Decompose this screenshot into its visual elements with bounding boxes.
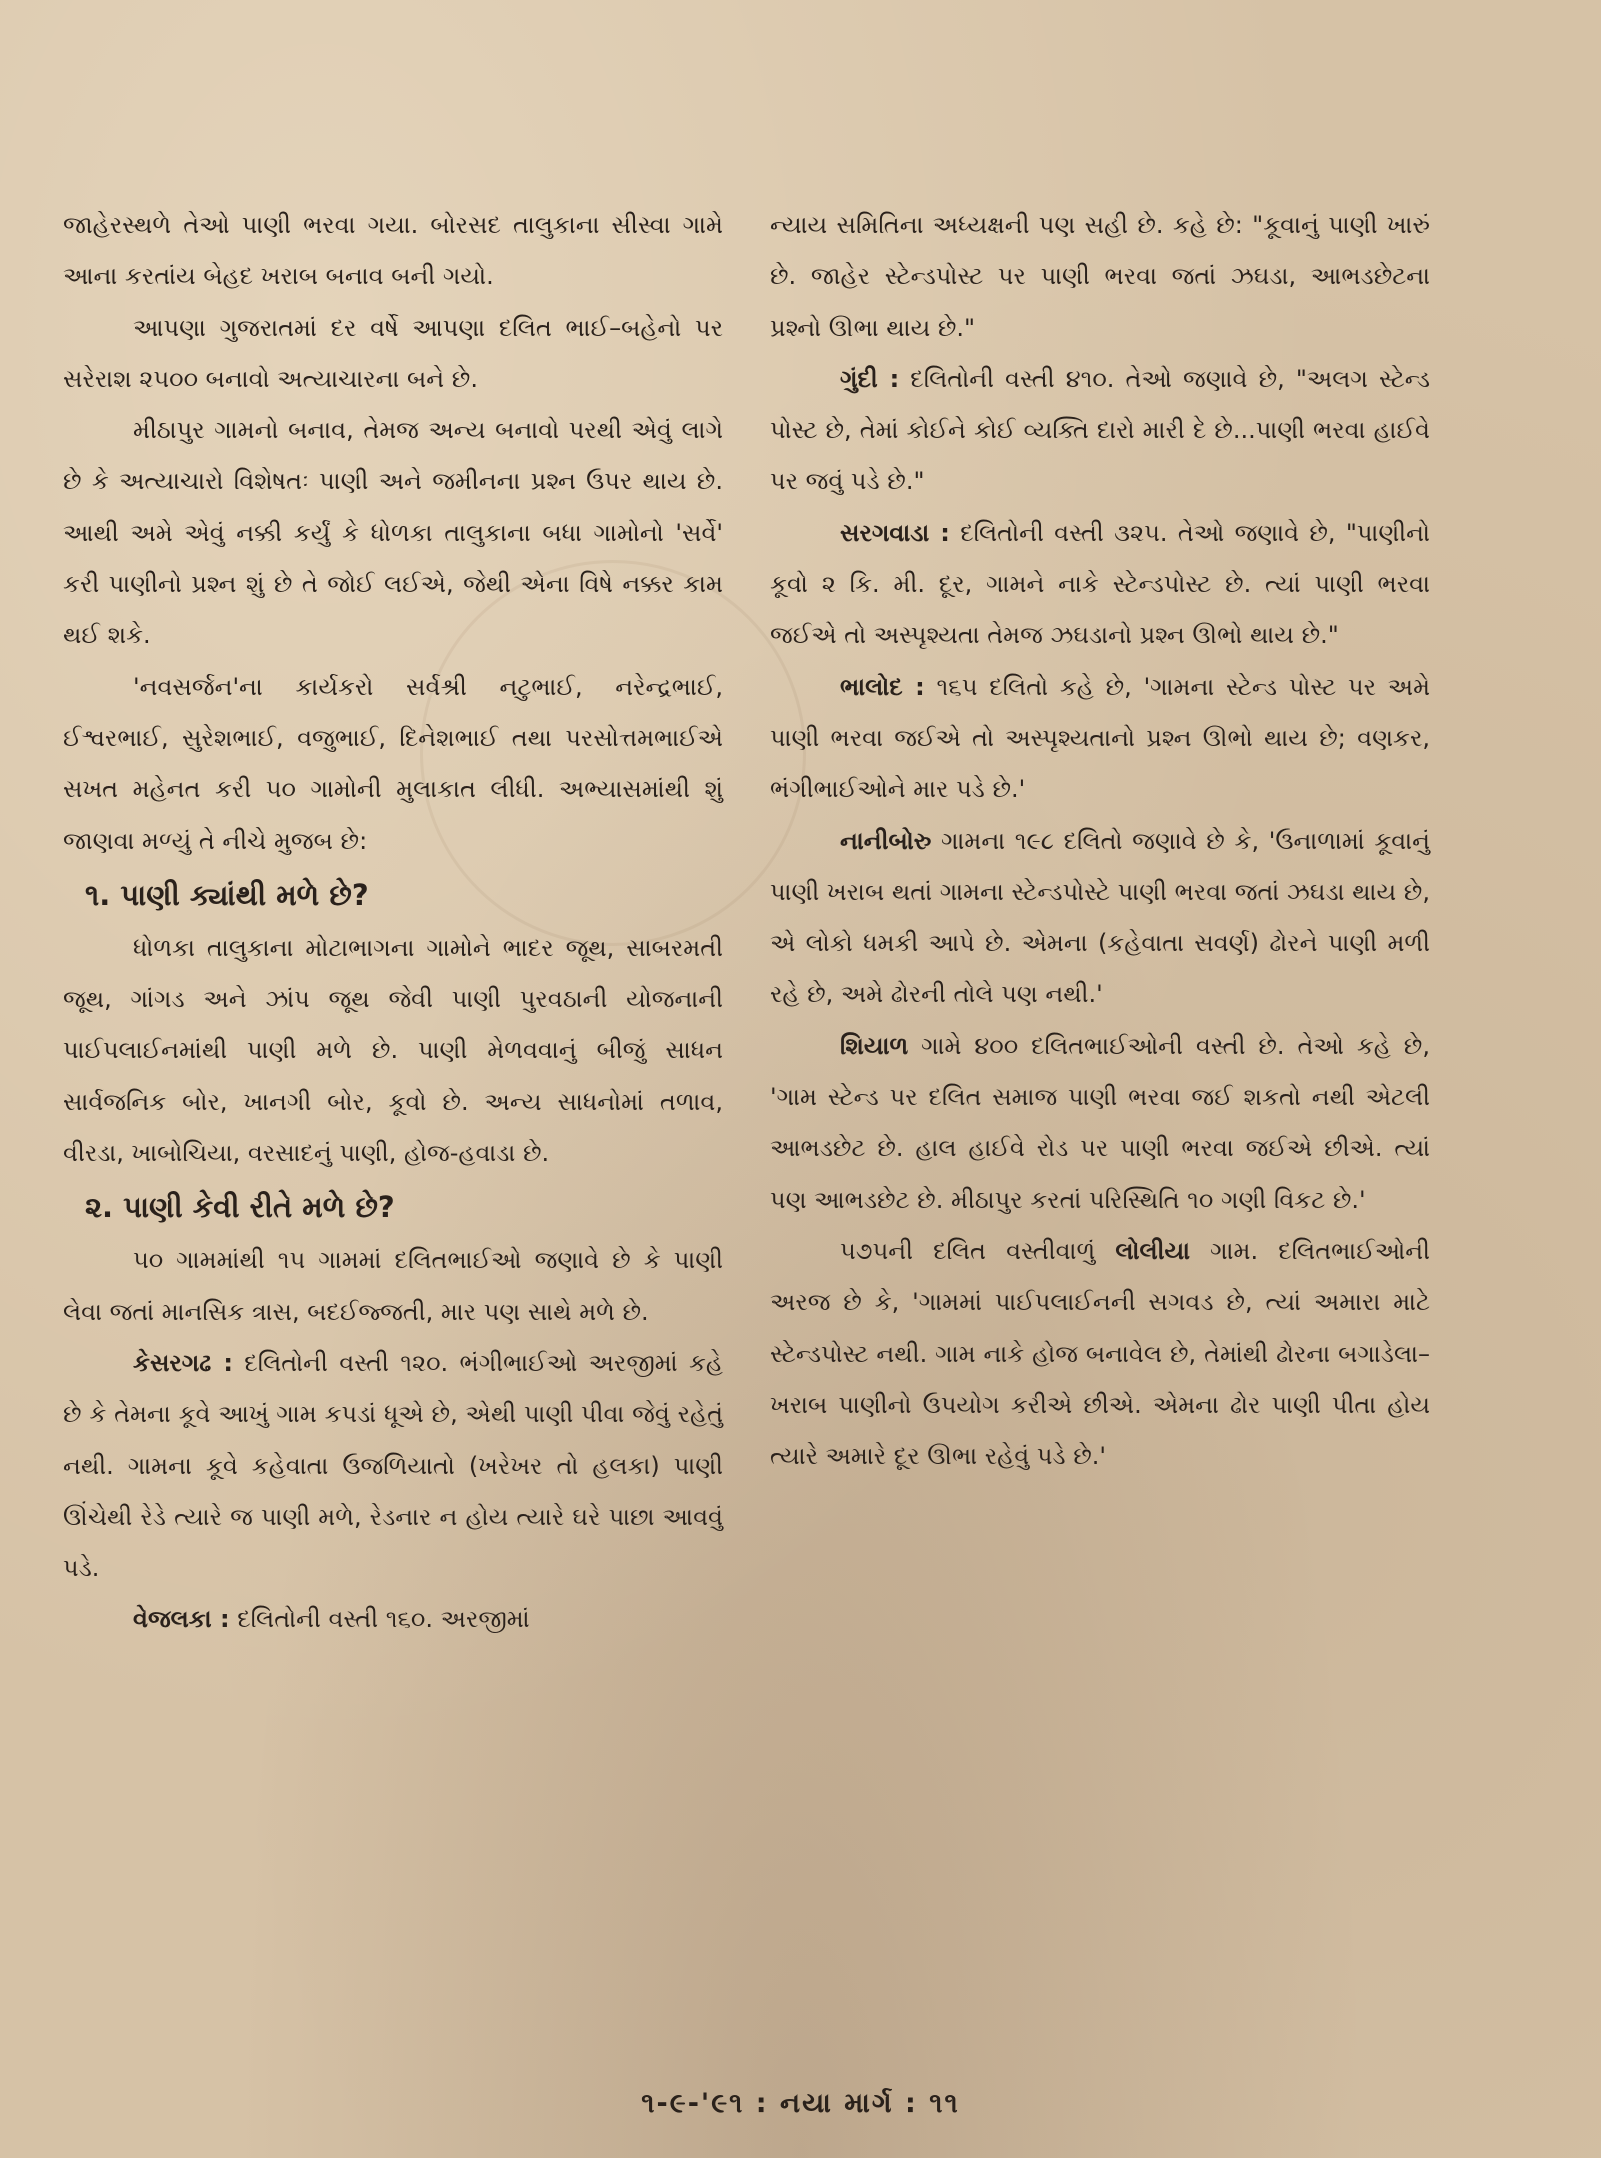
section-heading: ૧. પાણી ક્યાંથી મળે છે? <box>85 877 369 912</box>
paragraph-text: ગામ. દલિતભાઈઓની અરજ છે કે, 'ગામમાં પાઈપલાઈનની સગવડ છે, ત્યાં અમારા માટે સ્ટેન્ડપોસ્ટ નથી. ગામ નાકે હોજ બનાવેલ છે, તેમાંથી ઢોરના બગાડેલા–ખરાબ પાણીનો ઉપયોગ કરીએ છીએ. એમના ઢોર પાણી પીતા હોય ત્યારે અમારે દૂર ઊભા રહેવું પડે છે.' <box>770 1236 1430 1471</box>
village-name: ગુંદી : <box>840 364 900 393</box>
village-name: કેસરગઢ : <box>133 1348 233 1377</box>
paragraph-text: ગામના ૧૯૮ દલિતો જણાવે છે કે, 'ઉનાળામાં કૂવાનું પાણી ખરાબ થતાં ગામના સ્ટેન્ડપોસ્ટે પાણી ભરવા જતાં ઝઘડા થાય છે, એ લોકો ધમકી આપે છે. એમના (કહેવાતા સવર્ણ) ઢોરને પાણી મળી રહે છે, અમે ઢોરની તોલે પણ નથી.' <box>770 826 1430 1009</box>
paragraph-text: દલિતોની વસ્તી ૧૨૦. ભંગીભાઈઓ અરજીમાં કહે છે કે તેમના કૂવે આખું ગામ કપડાં ધૂએ છે, એથી પાણી પીવા જેવું રહેતું નથી. ગામના કૂવે કહેવાતા ઉજળિયાતો (ખરેખર તો હલકા) પાણી ઊંચેથી રેડે ત્યારે જ પાણી મળે, રેડનાર ન હોય ત્યારે ઘરે પાછા આવવું પડે. <box>63 1348 723 1583</box>
paragraph <box>770 508 1430 662</box>
paragraph <box>770 354 1430 508</box>
paragraph: ધોળકા તાલુકાના મોટાભાગના ગામોને ભાદર જૂથ, સાબરમતી જૂથ, ગાંગડ અને ઝાંપ જૂથ જેવી પાણી પુરવઠાની યોજનાની પાઈપલાઈનમાંથી પાણી મળે છે. પાણી મેળવવાનું બીજું સાધન સાર્વજનિક બોર, ખાનગી બોર, કૂવો છે. અન્ય સાધનોમાં તળાવ, વીરડા, ખાબોચિયા, વરસાદનું પાણી, હોજ-હવાડા છે. <box>63 933 723 1168</box>
paragraph <box>63 1338 723 1594</box>
paragraph <box>770 1226 1430 1482</box>
paragraph-text: દલિતોની વસ્તી ૩૨૫. તેઓ જણાવે છે, "પાણીનો કૂવો ૨ કિ. મી. દૂર, ગામને નાકે સ્ટેન્ડપોસ્ટ છે. ત્યાં પાણી ભરવા જઈએ તો અસ્પૃશ્યતા તેમજ ઝઘડાનો પ્રશ્ન ઊભો થાય છે." <box>770 518 1430 650</box>
village-name: ભાલોદ : <box>840 672 925 701</box>
paragraph-text: દલિતોની વસ્તી ૧૬૦. અરજીમાં <box>229 1605 530 1634</box>
page-footer: ૧-૯-'૯૧ : નયા માર્ગ : ૧૧ <box>641 2088 960 2119</box>
paragraph: જાહેરસ્થળે તેઓ પાણી ભરવા ગયા. બોરસદ તાલુકાના સીસ્વા ગામે આના કરતાંય બેહદ ખરાબ બનાવ બની ગયો. <box>63 211 723 291</box>
village-name: શિયાળ <box>840 1031 909 1060</box>
paragraph-text: ૫૭૫ની દલિત વસ્તીવાળું <box>840 1236 1116 1265</box>
paragraph-text: દલિતોની વસ્તી ૪૧૦. તેઓ જણાવે છે, "અલગ સ્ટેન્ડ પોસ્ટ છે, તેમાં કોઈને કોઈ વ્યક્તિ દારો મારી દે છે...પાણી ભરવા હાઈવે પર જવું પડે છે." <box>770 364 1430 496</box>
paragraph <box>63 1594 723 1645</box>
paragraph: 'નવસર્જન'ના કાર્યકરો સર્વશ્રી નટુભાઈ, નરેન્દ્રભાઈ, ઈશ્વરભાઈ, સુરેશભાઈ, વજુભાઈ, દિનેશભાઈ તથા પરસોત્તમભાઈએ સખત મહેનત કરી ૫૦ ગામોની મુલાકાત લીધી. અભ્યાસમાંથી શું જાણવા મળ્યું તે નીચે મુજબ છે: <box>63 672 723 855</box>
village-name: નાનીબોરુ <box>840 826 932 855</box>
village-name: લોલીયા <box>1115 1236 1191 1265</box>
paragraph: મીઠાપુર ગામનો બનાવ, તેમજ અન્ય બનાવો પરથી એવું લાગે છે કે અત્યાચારો વિશેષતઃ પાણી અને જમીનના પ્રશ્ન ઉપર થાય છે. આથી અમે એવું નક્કી કર્યું કે ધોળકા તાલુકાના બધા ગામોનો 'સર્વે' કરી પાણીનો પ્રશ્ન શું છે તે જોઈ લઈએ, જેથી એના વિષે નક્કર કામ થઈ શકે. <box>63 416 723 650</box>
village-name: સરગવાડા : <box>840 518 950 547</box>
left-column <box>63 200 723 1646</box>
paragraph-text: ૧૬૫ દલિતો કહે છે, 'ગામના સ્ટેન્ડ પોસ્ટ પર અમે પાણી ભરવા જઈએ તો અસ્પૃશ્યતાનો પ્રશ્ન ઊભો થાય છે; વણકર, ભંગીભાઈઓને માર પડે છે.' <box>770 672 1431 804</box>
paragraph: ન્યાય સમિતિના અધ્યક્ષની પણ સહી છે. કહે છે: "કૂવાનું પાણી ખારું છે. જાહેર સ્ટેન્ડપોસ્ટ પર પાણી ભરવા જતાં ઝઘડા, આભડછેટના પ્રશ્નો ઊભા થાય છે." <box>770 211 1430 342</box>
paragraph-text: ગામે ૪૦૦ દલિતભાઈઓની વસ્તી છે. તેઓ કહે છે, 'ગામ સ્ટેન્ડ પર દલિત સમાજ પાણી ભરવા જઈ શકતો નથી એટલી આભડછેટ છે. હાલ હાઈવે રોડ પર પાણી ભરવા જઈએ છીએ. ત્યાં પણ આભડછેટ છે. મીઠાપુર કરતાં પરિસ્થિતિ ૧૦ ગણી વિકટ છે.' <box>770 1031 1430 1214</box>
paragraph <box>770 662 1430 816</box>
paragraph <box>770 816 1430 1021</box>
paragraph: આપણા ગુજરાતમાં દર વર્ષે આપણા દલિત ભાઈ–બહેનો પર સરેરાશ ૨૫૦૦ બનાવો અત્યાચારના બને છે. <box>63 313 723 393</box>
right-column <box>770 200 1430 1482</box>
section-heading: ૨. પાણી કેવી રીતે મળે છે? <box>85 1190 395 1225</box>
paragraph: ૫૦ ગામમાંથી ૧૫ ગામમાં દલિતભાઈઓ જણાવે છે કે પાણી લેવા જતાં માનસિક ત્રાસ, બદઈજ્જતી, માર પણ સાથે મળે છે. <box>63 1246 723 1326</box>
village-name: વેજલકા : <box>133 1605 230 1634</box>
paragraph <box>770 1021 1430 1226</box>
